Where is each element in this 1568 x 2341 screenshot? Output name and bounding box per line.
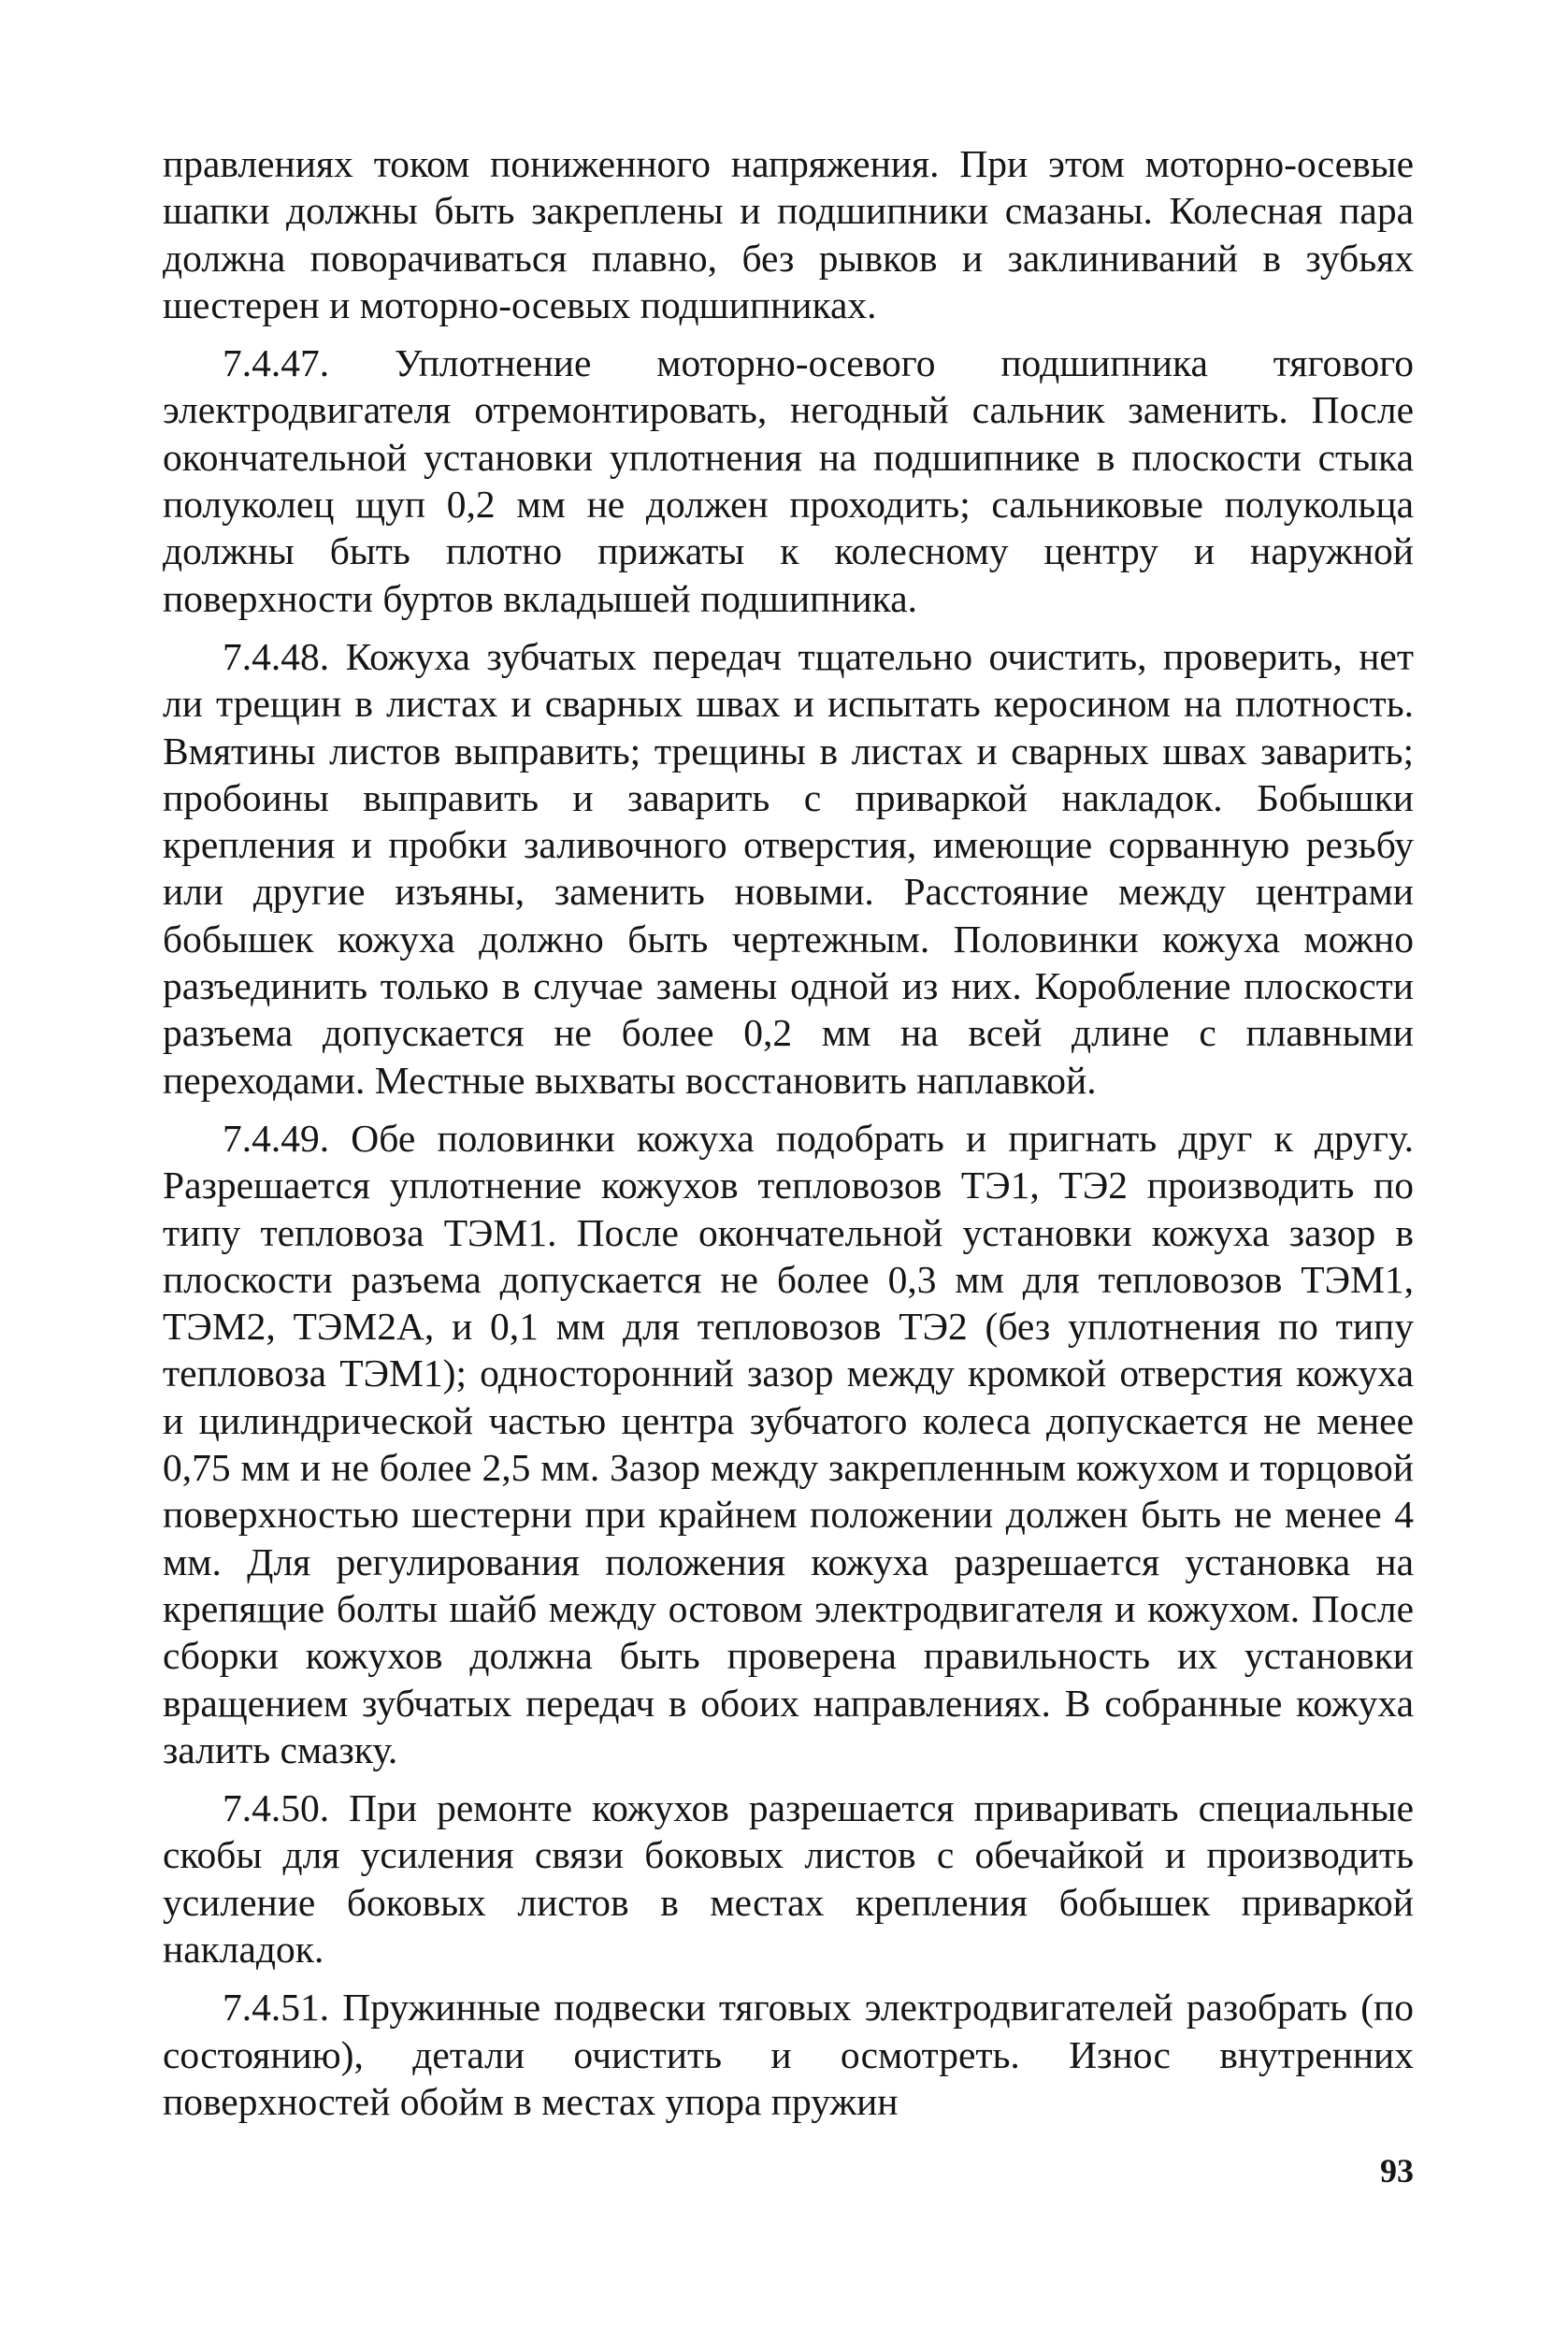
- paragraph-7-4-48: 7.4.48. Кожуха зубчатых передач тщательно очистить, проверить, нет ли трещин в листах и сварных швах и испытать керосином на плотность. Вмятины листов выправить; трещины в листах и сварных швах заварить; пробоины выправить и заварить с приваркой накладок. Бобышки крепления и пробки заливочного отверстия, имеющие сорванную резьбу или другие изъяны, заменить новыми. Расстояние между центрами бобышек кожуха должно быть чертежным. Половинки кожуха можно разъединить только в случае замены одной из них. Коробление плоскости разъема допускается не более 0,2 мм на всей длине с плавными переходами. Местные выхваты восстановить наплавкой.: [163, 634, 1414, 1102]
- page-number: 93: [1380, 2152, 1414, 2189]
- page-body: [163, 140, 1414, 2136]
- paragraph-7-4-51: 7.4.51. Пружинные подвески тяговых электродвигателей разобрать (по состоянию), детали очистить и осмотреть. Износ внутренних поверхностей обойм в местах упора пружин: [163, 1986, 1414, 2123]
- paragraph-continuation: правлениях током пониженного напряжения. При этом моторно-осевые шапки должны быть закреплены и подшипники смазаны. Колесная пара должна поворачиваться плавно, без рывков и заклиниваний в зубьях шестерен и моторно-осевых подшипниках.: [163, 142, 1414, 326]
- paragraph-7-4-49: 7.4.49. Обе половинки кожуха подобрать и пригнать друг к другу. Разрешается уплотнение кожухов тепловозов ТЭ1, ТЭ2 производить по типу тепловоза ТЭМ1. После окончательной установки кожуха зазор в плоскости разъема допускается не более 0,3 мм для тепловозов ТЭМ1, ТЭМ2, ТЭМ2А, и 0,1 мм для тепловозов ТЭ2 (без уплотнения по типу тепловоза ТЭМ1); односторонний зазор между кромкой отверстия кожуха и цилиндрической частью центра зубчатого колеса допускается не менее 0,75 мм и не более 2,5 мм. Зазор между закрепленным кожухом и торцовой поверхностью шестерни при крайнем положении должен быть не менее 4 мм. Для регулирования положения кожуха разрешается установка на крепящие болты шайб между остовом электродвигателя и кожухом. После сборки кожухов должна быть проверена правильность их установки вращением зубчатых передач в обоих направлениях. В собранные кожуха залить смазку.: [163, 1116, 1414, 1771]
- paragraph-7-4-50: 7.4.50. При ремонте кожухов разрешается приваривать специальные скобы для усиления связи боковых листов с обечайкой и производить усиление боковых листов в местах крепления бобышек приваркой накладок.: [163, 1786, 1414, 1971]
- paragraph-7-4-47: 7.4.47. Уплотнение моторно-осевого подшипника тягового электродвигателя отремонтировать, негодный сальник заменить. После окончательной установки уплотнения на подшипнике в плоскости стыка полуколец щуп 0,2 мм не должен проходить; сальниковые полукольца должны быть плотно прижаты к колесному центру и наружной поверхности буртов вкладышей подшипника.: [163, 341, 1414, 620]
